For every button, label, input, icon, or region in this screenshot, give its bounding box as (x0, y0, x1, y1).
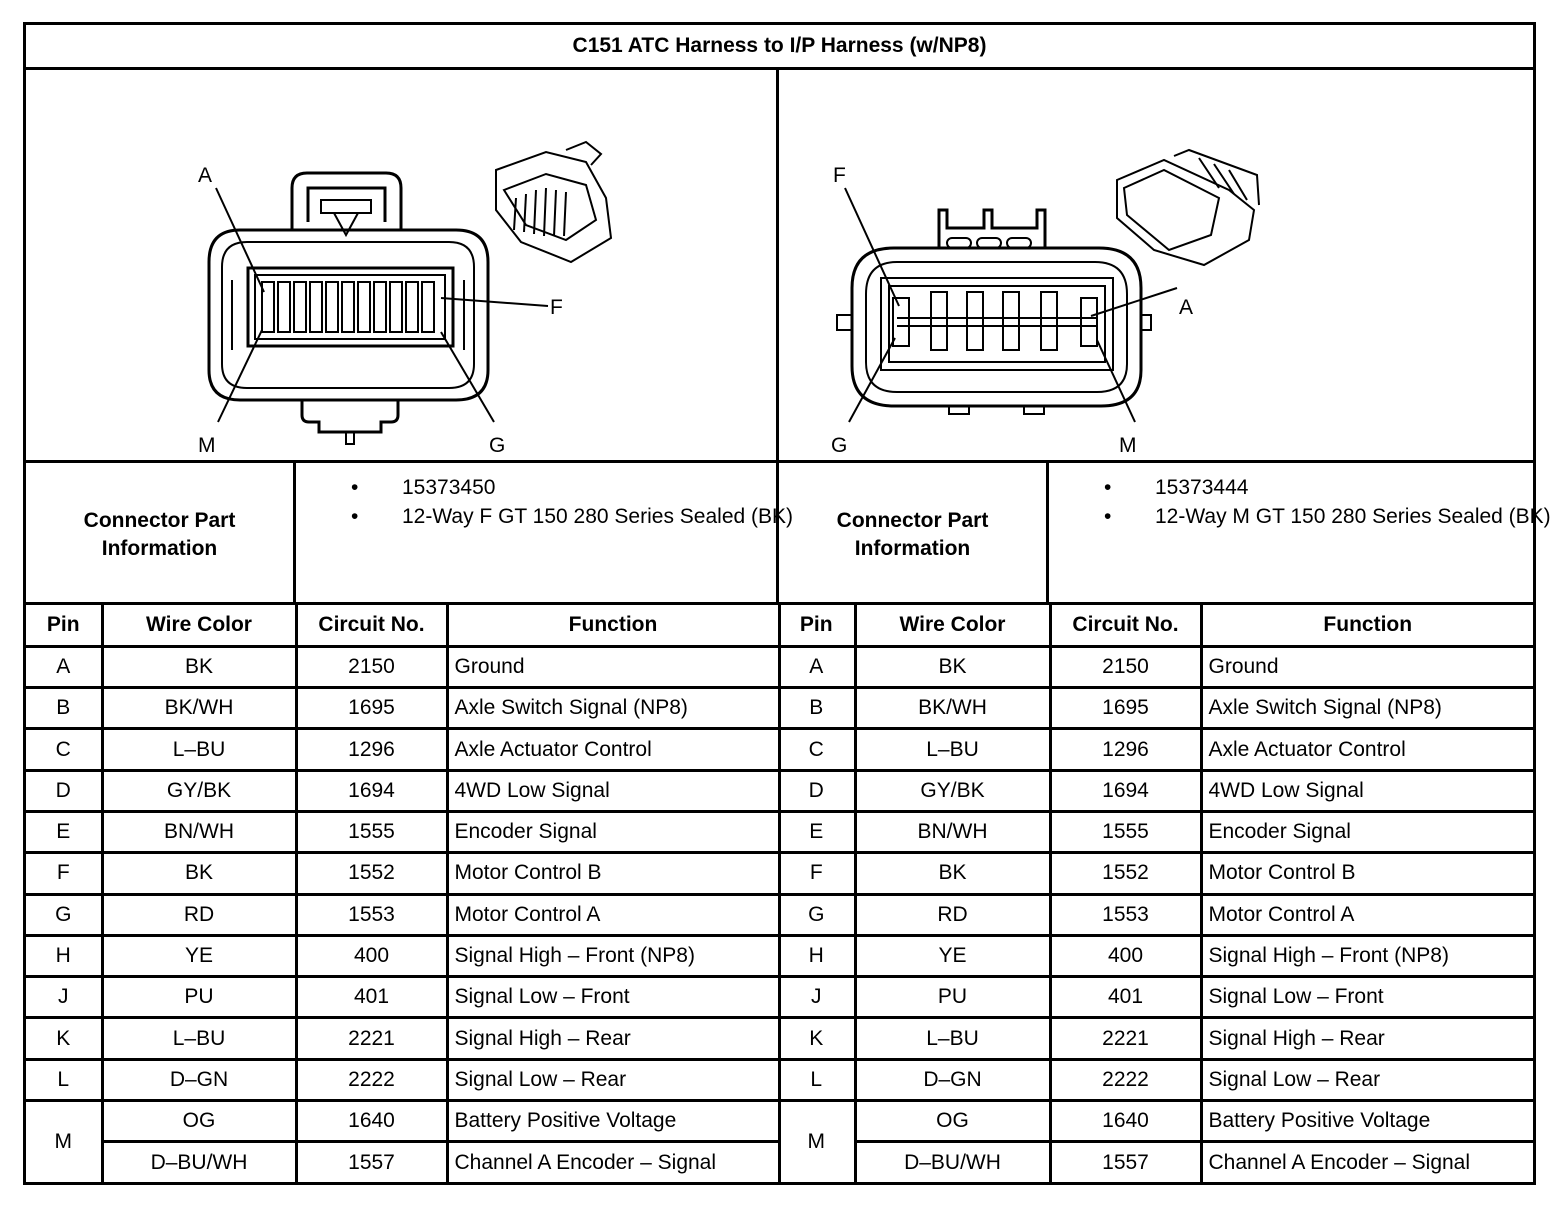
callout-m: M (1119, 434, 1137, 457)
table-row (26, 646, 779, 687)
page-title: C151 ATC Harness to I/P Harness (w/NP8) (26, 25, 1533, 70)
function-cell: Battery Positive Voltage (447, 1101, 779, 1142)
wire-color-cell: BK/WH (855, 688, 1050, 729)
table-row (26, 1018, 779, 1059)
circuit-cell: 1552 (296, 853, 447, 894)
right-connector-diagram (779, 70, 1533, 463)
part-info-label: Connector Part Information (779, 463, 1049, 602)
circuit-cell: 401 (1050, 977, 1201, 1018)
function-cell: Battery Positive Voltage (1201, 1101, 1533, 1142)
bullet: • (1104, 476, 1112, 499)
function-cell: Channel A Encoder – Signal (447, 1142, 779, 1183)
wire-color-cell: YE (102, 935, 296, 976)
function-cell: Signal Low – Rear (1201, 1059, 1533, 1100)
col-wire-color: Wire Color (855, 605, 1050, 646)
part-info-label: Connector Part Information (26, 463, 296, 602)
circuit-cell: 2222 (1050, 1059, 1201, 1100)
function-cell: Encoder Signal (447, 811, 779, 852)
wire-color-cell: GY/BK (855, 770, 1050, 811)
function-cell: Signal Low – Front (1201, 977, 1533, 1018)
col-pin: Pin (779, 605, 855, 646)
pin-cell: M (779, 1101, 855, 1184)
function-cell: Signal High – Front (NP8) (447, 935, 779, 976)
table-row (26, 977, 779, 1018)
wire-color-cell: BK (855, 853, 1050, 894)
wire-color-cell: BK (855, 646, 1050, 687)
part-info-list (1049, 463, 1551, 602)
pin-cell: B (779, 688, 855, 729)
col-pin: Pin (26, 605, 102, 646)
callout-a: A (198, 164, 213, 187)
function-cell: Ground (447, 646, 779, 687)
function-cell: Axle Switch Signal (NP8) (1201, 688, 1533, 729)
table-row (26, 770, 779, 811)
wire-color-cell: PU (102, 977, 296, 1018)
function-cell: Ground (1201, 646, 1533, 687)
pin-cell: E (26, 811, 102, 852)
table-row (779, 1101, 1533, 1142)
wire-color-cell: BK/WH (102, 688, 296, 729)
circuit-cell: 400 (1050, 935, 1201, 976)
circuit-cell: 1695 (1050, 688, 1201, 729)
wire-color-cell: D–GN (855, 1059, 1050, 1100)
pin-cell: L (26, 1059, 102, 1100)
circuit-cell: 2222 (296, 1059, 447, 1100)
table-row (779, 770, 1533, 811)
wire-color-cell: OG (855, 1101, 1050, 1142)
function-cell: Axle Switch Signal (NP8) (447, 688, 779, 729)
function-cell: Encoder Signal (1201, 811, 1533, 852)
pin-cell: H (779, 935, 855, 976)
circuit-cell: 1296 (296, 729, 447, 770)
wire-color-cell: L–BU (855, 729, 1050, 770)
left-pin-table (26, 605, 781, 1185)
circuit-cell: 1694 (1050, 770, 1201, 811)
pin-cell: F (26, 853, 102, 894)
wire-color-cell: D–GN (102, 1059, 296, 1100)
table-row (779, 853, 1533, 894)
col-function: Function (1201, 605, 1533, 646)
pin-cell: G (779, 894, 855, 935)
pin-cell: K (779, 1018, 855, 1059)
circuit-cell: 1557 (1050, 1142, 1201, 1183)
wire-color-cell: OG (102, 1101, 296, 1142)
function-cell: Signal High – Rear (447, 1018, 779, 1059)
part-info-list (296, 463, 794, 602)
table-row (779, 688, 1533, 729)
circuit-cell: 1553 (1050, 894, 1201, 935)
wire-color-cell: BK (102, 853, 296, 894)
wire-color-cell: D–BU/WH (102, 1142, 296, 1183)
callout-a: A (1179, 296, 1194, 319)
function-cell: Axle Actuator Control (447, 729, 779, 770)
wire-color-cell: L–BU (855, 1018, 1050, 1059)
function-cell: Signal High – Rear (1201, 1018, 1533, 1059)
function-cell: Motor Control B (1201, 853, 1533, 894)
pin-cell: C (26, 729, 102, 770)
table-row (779, 894, 1533, 935)
function-cell: Channel A Encoder – Signal (1201, 1142, 1533, 1183)
callout-g: G (831, 434, 848, 457)
table-row (26, 853, 779, 894)
callout-f: F (550, 296, 563, 319)
function-cell: 4WD Low Signal (1201, 770, 1533, 811)
function-cell: Signal Low – Front (447, 977, 779, 1018)
table-row (26, 935, 779, 976)
pin-cell: C (779, 729, 855, 770)
circuit-cell: 400 (296, 935, 447, 976)
function-cell: Signal High – Front (NP8) (1201, 935, 1533, 976)
col-function: Function (447, 605, 779, 646)
pin-cell: L (779, 1059, 855, 1100)
wire-color-cell: RD (102, 894, 296, 935)
pin-cell: H (26, 935, 102, 976)
bullet: • (1104, 505, 1112, 528)
wire-color-cell: L–BU (102, 1018, 296, 1059)
circuit-cell: 1555 (296, 811, 447, 852)
circuit-cell: 2221 (1050, 1018, 1201, 1059)
table-row (779, 977, 1533, 1018)
part-description-value: 12-Way M GT 150 280 Series Sealed (BK) (1155, 505, 1551, 528)
table-row (26, 1142, 779, 1183)
part-number-value: 15373444 (1155, 476, 1249, 499)
pin-cell: G (26, 894, 102, 935)
part-description-value: 12-Way F GT 150 280 Series Sealed (BK) (402, 505, 794, 528)
callout-g: G (489, 434, 506, 457)
circuit-cell: 401 (296, 977, 447, 1018)
function-cell: Motor Control A (447, 894, 779, 935)
pin-cell: B (26, 688, 102, 729)
circuit-cell: 2221 (296, 1018, 447, 1059)
wire-color-cell: BN/WH (102, 811, 296, 852)
wire-color-cell: GY/BK (102, 770, 296, 811)
part-description (1049, 502, 1555, 531)
left-part-info (26, 463, 794, 605)
circuit-cell: 1552 (1050, 853, 1201, 894)
function-cell: Signal Low – Rear (447, 1059, 779, 1100)
function-cell: Axle Actuator Control (1201, 729, 1533, 770)
wire-color-cell: BN/WH (855, 811, 1050, 852)
part-number-value: 15373450 (402, 476, 496, 499)
wire-color-cell: RD (855, 894, 1050, 935)
col-circuit: Circuit No. (1050, 605, 1201, 646)
function-cell: Motor Control B (447, 853, 779, 894)
part-description (296, 502, 802, 531)
wire-color-cell: D–BU/WH (855, 1142, 1050, 1183)
table-row (779, 935, 1533, 976)
bullet: • (351, 505, 359, 528)
circuit-cell: 1557 (296, 1142, 447, 1183)
circuit-cell: 1694 (296, 770, 447, 811)
table-row (779, 811, 1533, 852)
table-row (779, 1018, 1533, 1059)
pin-cell: A (26, 646, 102, 687)
table-row (26, 1059, 779, 1100)
table-header (26, 605, 779, 646)
callout-m: M (198, 434, 216, 457)
circuit-cell: 1640 (1050, 1101, 1201, 1142)
male-connector-inset-icon (1117, 150, 1259, 265)
part-number (296, 473, 776, 502)
male-connector-drawing (779, 70, 1529, 460)
wire-color-cell: PU (855, 977, 1050, 1018)
circuit-cell: 2150 (296, 646, 447, 687)
pin-cell: A (779, 646, 855, 687)
circuit-cell: 1296 (1050, 729, 1201, 770)
table-row (779, 1059, 1533, 1100)
wire-color-cell: YE (855, 935, 1050, 976)
col-circuit: Circuit No. (296, 605, 447, 646)
table-row (779, 1142, 1533, 1183)
function-cell: Motor Control A (1201, 894, 1533, 935)
circuit-cell: 1555 (1050, 811, 1201, 852)
table-row (26, 688, 779, 729)
col-wire-color: Wire Color (102, 605, 296, 646)
female-connector-inset-icon (496, 142, 611, 262)
table-row (26, 894, 779, 935)
callout-f: F (833, 164, 846, 187)
part-number (1049, 473, 1533, 502)
pin-cell: J (779, 977, 855, 1018)
table-row (26, 811, 779, 852)
table-header (779, 605, 1533, 646)
right-part-info (779, 463, 1551, 605)
female-connector-drawing (26, 70, 776, 460)
bullet: • (351, 476, 359, 499)
table-row (26, 1101, 779, 1142)
pin-cell: M (26, 1101, 102, 1184)
circuit-cell: 1553 (296, 894, 447, 935)
table-row (779, 646, 1533, 687)
left-connector-diagram (26, 70, 779, 463)
table-row (26, 729, 779, 770)
pin-cell: K (26, 1018, 102, 1059)
circuit-cell: 1640 (296, 1101, 447, 1142)
wire-color-cell: BK (102, 646, 296, 687)
pin-cell: E (779, 811, 855, 852)
table-row (779, 729, 1533, 770)
right-pin-table (779, 605, 1533, 1185)
circuit-cell: 1695 (296, 688, 447, 729)
connector-sheet (23, 22, 1551, 1185)
wire-color-cell: L–BU (102, 729, 296, 770)
circuit-cell: 2150 (1050, 646, 1201, 687)
pin-cell: D (26, 770, 102, 811)
function-cell: 4WD Low Signal (447, 770, 779, 811)
pin-cell: F (779, 853, 855, 894)
pin-cell: D (779, 770, 855, 811)
pin-cell: J (26, 977, 102, 1018)
